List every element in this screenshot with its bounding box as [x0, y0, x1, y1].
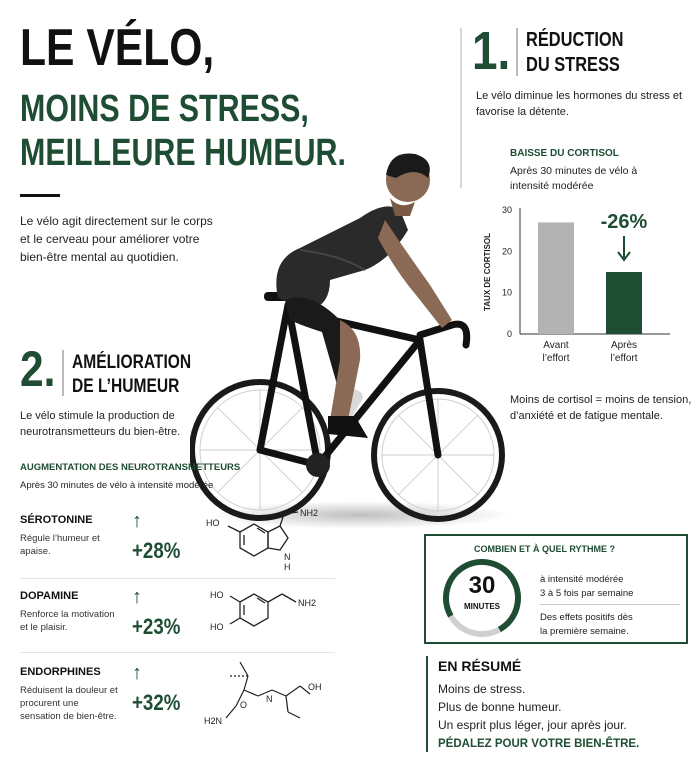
rhythm-line: à intensité modérée: [540, 574, 624, 585]
up-arrow-icon: ↑: [132, 586, 142, 608]
section2-description: Le vélo stimule la production de neurotransmetteurs du bien-être.: [20, 410, 181, 438]
dopamine-molecule-icon: [200, 584, 330, 654]
page-subtitle-line2: MEILLEURE HUMEUR.: [20, 132, 346, 174]
mol-label: NH2: [300, 508, 319, 518]
cortisol-bar-chart: [480, 198, 690, 378]
row-divider: [20, 652, 335, 653]
section1-description: Le vélo diminue les hormones du stress et favorise la détente.: [476, 90, 683, 118]
neurotransmitter-name: ENDORPHINES: [20, 666, 101, 678]
mol-label: HO: [206, 518, 220, 528]
serotonin-molecule-icon: [200, 508, 330, 578]
section1-number: 1.: [472, 21, 511, 81]
bar: [538, 222, 574, 334]
mol-label: H2N: [204, 716, 223, 726]
section1-title-line1: RÉDUCTION: [526, 29, 624, 51]
neurotransmitter-change: +23%: [132, 614, 181, 639]
rhythm-line: la première semaine.: [540, 626, 629, 637]
summary-bar: [426, 656, 428, 752]
mol-label: O: [240, 700, 248, 710]
section1-footnote: Moins de cortisol = moins de tension, d’anxiété et de fatigue mentale.: [510, 394, 692, 422]
y-tick-label: 20: [501, 246, 512, 257]
bar: [606, 272, 642, 334]
section2-title-bar: [62, 350, 64, 396]
x-tick-label: l’effort: [542, 353, 570, 364]
mol-label: NH2: [298, 598, 317, 608]
endorphine-molecule-icon: [200, 656, 330, 736]
mol-label: N: [284, 552, 291, 562]
section1-divider: [460, 28, 462, 188]
title-divider: [20, 194, 60, 197]
x-tick-label: Après: [610, 340, 638, 351]
neurotransmitter-name: DOPAMINE: [20, 590, 79, 602]
cyclist-illustration: [190, 120, 510, 540]
neurotransmitter-change: +28%: [132, 538, 181, 563]
rhythm-heading: COMBIEN ET À QUEL RYTHME ?: [474, 544, 616, 554]
neurotransmitter-desc: Régule l’humeur et apaise.: [20, 533, 100, 557]
summary-line: Plus de bonne humeur.: [438, 700, 562, 714]
cortisol-chart-subtitle: Après 30 minutes de vélo à intensité modérée: [510, 165, 638, 192]
page-title: LE VÉLO,: [20, 19, 215, 77]
y-tick-label: 10: [501, 287, 512, 298]
intro-text: Le vélo agit directement sur le corps et le cerveau pour améliorer votre bien-être mental au quotidien.: [20, 214, 213, 264]
rhythm-line: Des effets positifs dès: [540, 612, 633, 623]
summary-cta: PÉDALEZ POUR VOTRE BIEN-ÊTRE.: [438, 738, 640, 750]
y-tick-label: 0: [506, 329, 512, 339]
mol-label: H: [284, 562, 291, 572]
summary-line: Un esprit plus léger, jour après jour.: [438, 718, 627, 732]
mol-label: HO: [210, 622, 224, 632]
section2-title-line1: AMÉLIORATION: [72, 352, 192, 373]
mol-label: OH: [308, 682, 322, 692]
summary-heading: EN RÉSUMÉ: [438, 658, 522, 674]
rhythm-divider: [540, 604, 680, 605]
list-item-serotonin: [20, 508, 335, 586]
mol-label: N: [266, 694, 273, 704]
summary-line: Moins de stress.: [438, 682, 526, 696]
section1-title-bar: [516, 28, 518, 76]
row-divider: [20, 578, 335, 579]
page-subtitle-line1: MOINS DE STRESS,: [20, 88, 309, 130]
up-arrow-icon: ↑: [132, 662, 142, 684]
up-arrow-icon: ↑: [132, 510, 142, 532]
neurotransmitter-name: SÉROTONINE: [20, 514, 93, 526]
mol-label: HO: [210, 590, 224, 600]
y-tick-label: 30: [501, 205, 512, 215]
section2-number: 2.: [20, 341, 56, 397]
neurotransmitter-desc: Renforce la motivation et le plaisir.: [20, 609, 115, 633]
cortisol-chart-heading: BAISSE DU CORTISOL: [510, 148, 619, 159]
minutes-value: 30: [468, 572, 496, 599]
data-label: -26%: [600, 211, 648, 233]
x-tick-label: Avant: [543, 340, 569, 351]
x-tick-label: l’effort: [610, 353, 638, 364]
minutes-unit: MINUTES: [464, 602, 500, 611]
section1-title-line2: DU STRESS: [526, 54, 620, 76]
list-item-endorphines: [20, 662, 335, 738]
neurotransmitter-subtitle: Après 30 minutes de vélo à intensité modérée: [20, 480, 214, 491]
section2-title-line2: DE L’HUMEUR: [72, 376, 180, 397]
neurotransmitter-desc: Réduisent la douleur et procurent une sensation de bien-être.: [20, 685, 118, 722]
rhythm-line: 3 à 5 fois par semaine: [540, 588, 634, 599]
neurotransmitter-change: +32%: [132, 690, 181, 715]
y-axis-label: TAUX DE CORTISOL: [483, 232, 492, 312]
neurotransmitter-heading: AUGMENTATION DES NEUROTRANSMETTEURS: [20, 462, 241, 473]
